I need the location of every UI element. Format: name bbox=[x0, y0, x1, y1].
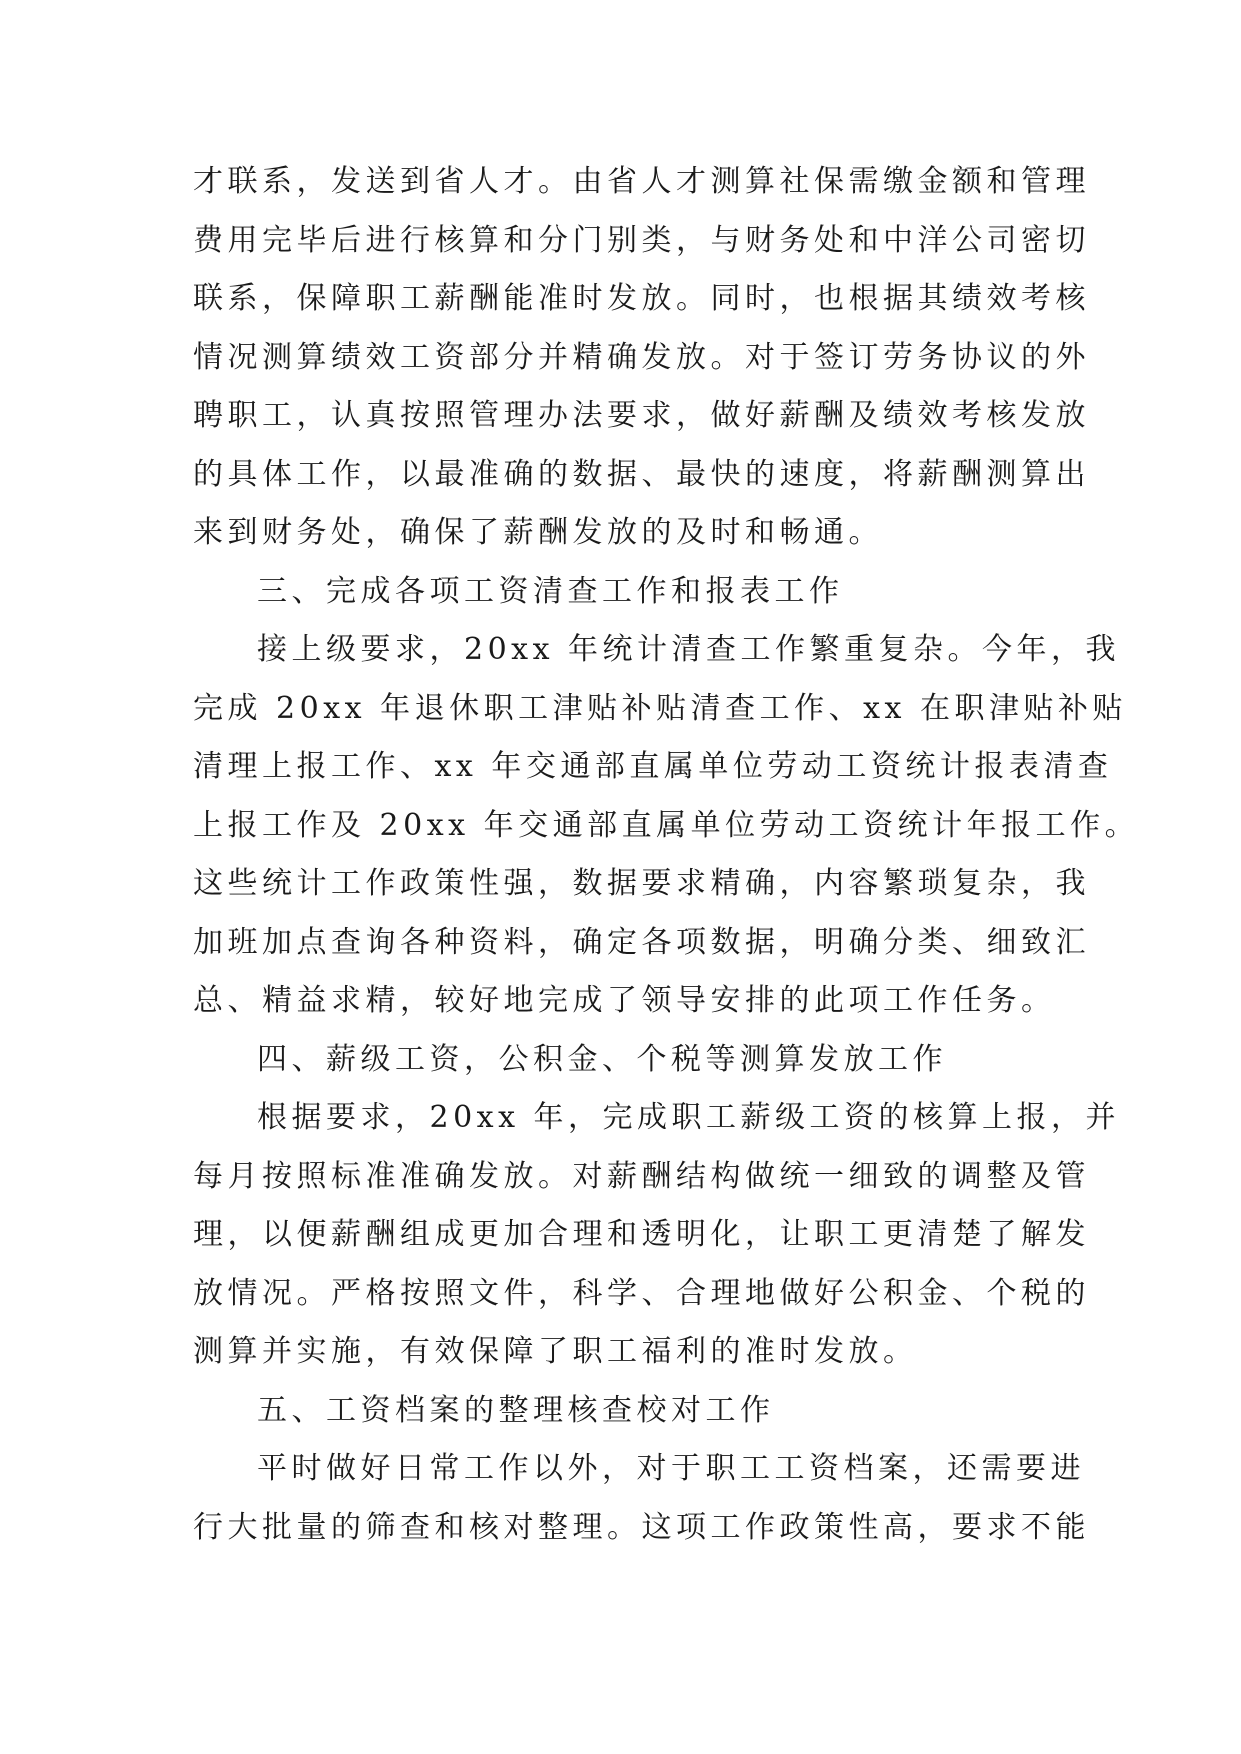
text-line: 行大批量的筛查和核对整理。这项工作政策性高，要求不能 bbox=[193, 1509, 1090, 1545]
text-line: 联系，保障职工薪酬能准时发放。同时，也根据其绩效考核 bbox=[193, 281, 1090, 316]
section-heading: 三、完成各项工资清查工作和报表工作 bbox=[257, 573, 844, 609]
text-line: 测算并实施，有效保障了职工福利的准时发放。 bbox=[193, 1334, 918, 1369]
text-line: 的具体工作，以最准确的数据、最快的速度，将薪酬测算出 bbox=[193, 456, 1090, 492]
text-line: 完成 20xx 年退休职工津贴补贴清查工作、xx 在职津贴补贴 bbox=[193, 690, 1127, 726]
text-line: 理，以便薪酬组成更加合理和透明化，让职工更清楚了解发 bbox=[193, 1217, 1090, 1252]
paragraph-start: 根据要求，20xx 年，完成职工薪级工资的核算上报，并 bbox=[257, 1100, 1121, 1135]
text-line: 费用完毕后进行核算和分门别类，与财务处和中洋公司密切 bbox=[193, 222, 1090, 258]
text-line: 清理上报工作、xx 年交通部直属单位劳动工资统计报表清查 bbox=[193, 749, 1113, 784]
paragraph-start: 平时做好日常工作以外，对于职工工资档案，还需要进 bbox=[257, 1451, 1085, 1486]
text-line: 上报工作及 20xx 年交通部直属单位劳动工资统计年报工作。 bbox=[193, 807, 1140, 843]
text-line: 这些统计工作政策性强，数据要求精确，内容繁琐复杂，我 bbox=[193, 866, 1090, 901]
text-line: 来到财务处，确保了薪酬发放的及时和畅通。 bbox=[193, 515, 883, 550]
text-line: 聘职工，认真按照管理办法要求，做好薪酬及绩效考核发放 bbox=[193, 398, 1090, 433]
section-heading: 五、工资档案的整理核查校对工作 bbox=[257, 1392, 775, 1428]
text-line: 总、精益求精，较好地完成了领导安排的此项工作任务。 bbox=[193, 983, 1056, 1018]
section-heading: 四、薪级工资，公积金、个税等测算发放工作 bbox=[257, 1041, 947, 1077]
text-line: 放情况。严格按照文件，科学、合理地做好公积金、个税的 bbox=[193, 1275, 1090, 1311]
text-line: 每月按照标准准确发放。对薪酬结构做统一细致的调整及管 bbox=[193, 1158, 1090, 1194]
paragraph-start: 接上级要求，20xx 年统计清查工作繁重复杂。今年，我 bbox=[257, 632, 1121, 667]
text-line: 加班加点查询各种资料，确定各项数据，明确分类、细致汇 bbox=[193, 924, 1090, 960]
text-line: 情况测算绩效工资部分并精确发放。对于签订劳务协议的外 bbox=[193, 339, 1090, 375]
text-line: 才联系，发送到省人才。由省人才测算社保需缴金额和管理 bbox=[193, 164, 1090, 199]
body-text bbox=[193, 153, 1140, 1557]
